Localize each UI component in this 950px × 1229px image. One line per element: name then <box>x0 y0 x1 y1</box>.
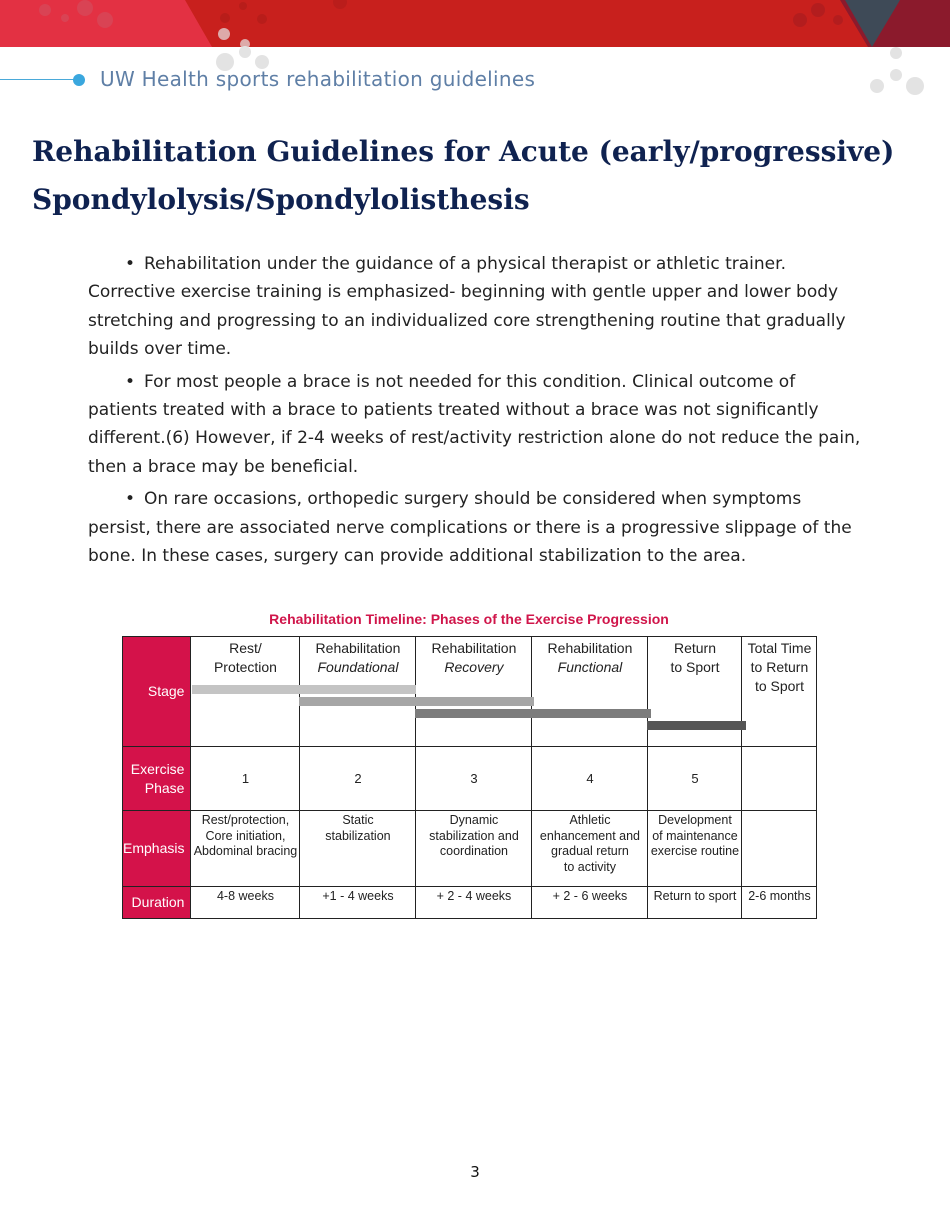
phase-cell: 1 <box>191 747 300 811</box>
stage-line2: to Return <box>750 659 809 675</box>
phase-cell: 5 <box>648 747 742 811</box>
stage-line2: Foundational <box>317 659 399 675</box>
emphasis-line: to activity <box>563 859 617 874</box>
emphasis-line: gradual return <box>551 844 629 858</box>
duration-row <box>123 887 817 919</box>
duration-cell: 2-6 months <box>742 887 817 919</box>
emphasis-line: Abdominal bracing <box>193 844 298 858</box>
row-label-emphasis: Emphasis <box>123 811 191 887</box>
emphasis-line: Static <box>342 813 374 827</box>
stage-line2: to Sport <box>670 659 720 675</box>
stage-line1: Rehabilitation <box>315 640 401 656</box>
bullet-marker: • <box>124 489 135 510</box>
row-label-duration: Duration <box>123 887 191 919</box>
paragraph-first-line: Rehabilitation under the guidance of a physical therapist or athletic trainer. <box>144 254 786 274</box>
emphasis-line: coordination <box>439 844 509 858</box>
stage-cell <box>532 637 648 747</box>
emphasis-cell <box>532 811 648 887</box>
phase-cell: 4 <box>532 747 648 811</box>
stage-line2: Protection <box>213 659 277 675</box>
header-title: UW Health sports rehabilitation guidelines <box>100 67 536 91</box>
emphasis-line: Core initiation, <box>205 828 286 843</box>
timeline-table <box>122 636 817 919</box>
stage-cell <box>742 637 817 747</box>
stage-line1: Rehabilitation <box>431 640 517 656</box>
stage-cell <box>416 637 532 747</box>
emphasis-line: stabilization and <box>429 828 519 843</box>
page-title <box>32 128 912 224</box>
stage-line1: Total Time <box>747 640 812 656</box>
page-number: 3 <box>470 1163 480 1181</box>
timeline-title: Rehabilitation Timeline: Phases of the Exercise Progression <box>269 611 669 627</box>
paragraph-first-line: On rare occasions, orthopedic surgery should be considered when symptoms <box>144 489 802 510</box>
duration-cell: 4-8 weeks <box>191 887 300 919</box>
emphasis-line: exercise routine <box>650 844 740 858</box>
paragraph-rehabilitation <box>88 250 863 364</box>
paragraph-rest: persist, there are associated nerve complications or there is a progressive slippage of the bone. In these cases, surgery can provide additional stabilization to the area. <box>88 517 852 567</box>
row-label-exercise-phase <box>123 747 191 811</box>
stage-line1: Return <box>673 640 716 656</box>
stage-bar-recovery-functional <box>415 709 651 718</box>
paragraph-rest: patients treated with a brace to patients treated without a brace was not significantly different.(6) However, if 2-4 weeks of rest/activity restriction alone do not reduce the pain, then a brace may be beneficial. <box>88 400 861 477</box>
header-bullet-dot <box>73 74 85 86</box>
emphasis-line: Dynamic <box>449 813 499 827</box>
emphasis-line: of maintenance <box>652 828 738 843</box>
stage-line2: Recovery <box>444 659 504 675</box>
duration-cell: +1 - 4 weeks <box>300 887 416 919</box>
page-title-line2: Spondylolysis/Spondylolisthesis <box>32 183 530 216</box>
stage-bar-return-to-sport <box>647 721 746 730</box>
stage-line2: Functional <box>557 659 623 675</box>
paragraph-brace <box>88 368 863 482</box>
phase-cell <box>742 747 817 811</box>
bullet-marker: • <box>124 254 135 274</box>
emphasis-cell <box>300 811 416 887</box>
paragraph-first-line: For most people a brace is not needed for this condition. Clinical outcome of <box>144 371 796 392</box>
paragraph-surgery <box>88 485 863 570</box>
paragraph-rest: Corrective exercise training is emphasized- beginning with gentle upper and lower body stretching and progressing to an individualized core strengthening routine that gradually builds over time. <box>88 282 846 360</box>
duration-cell: + 2 - 4 weeks <box>416 887 532 919</box>
phase-cell: 3 <box>416 747 532 811</box>
row-label-line1: Exercise <box>130 760 185 777</box>
emphasis-row <box>123 811 817 887</box>
stage-line3: to Sport <box>754 678 804 694</box>
duration-cell: Return to sport <box>648 887 742 919</box>
banner-graphic <box>0 0 950 47</box>
body-text <box>88 250 863 574</box>
emphasis-line: Athletic <box>569 813 611 827</box>
phase-cell: 2 <box>300 747 416 811</box>
emphasis-line: Development <box>658 813 732 827</box>
stage-cell <box>648 637 742 747</box>
exercise-phase-row <box>123 747 817 811</box>
header-banner <box>0 0 950 47</box>
header-rule <box>0 79 76 80</box>
emphasis-line: stabilization <box>325 828 391 843</box>
emphasis-line: enhancement and <box>539 828 641 843</box>
emphasis-cell <box>191 811 300 887</box>
row-label-stage: Stage <box>123 637 191 747</box>
decor-dots-right <box>860 44 950 104</box>
emphasis-cell <box>648 811 742 887</box>
emphasis-line: Rest/protection, <box>201 813 290 827</box>
emphasis-cell <box>416 811 532 887</box>
stage-bar-rest-protection <box>192 685 416 694</box>
duration-cell: + 2 - 6 weeks <box>532 887 648 919</box>
page-title-line1: Rehabilitation Guidelines for Acute (early/progressive) <box>32 135 895 168</box>
stage-line1: Rest/ <box>229 640 262 656</box>
bullet-marker: • <box>124 371 135 392</box>
stage-bar-foundational <box>299 697 534 706</box>
emphasis-cell <box>742 811 817 887</box>
stage-line1: Rehabilitation <box>547 640 633 656</box>
row-label-line2: Phase <box>144 779 185 796</box>
